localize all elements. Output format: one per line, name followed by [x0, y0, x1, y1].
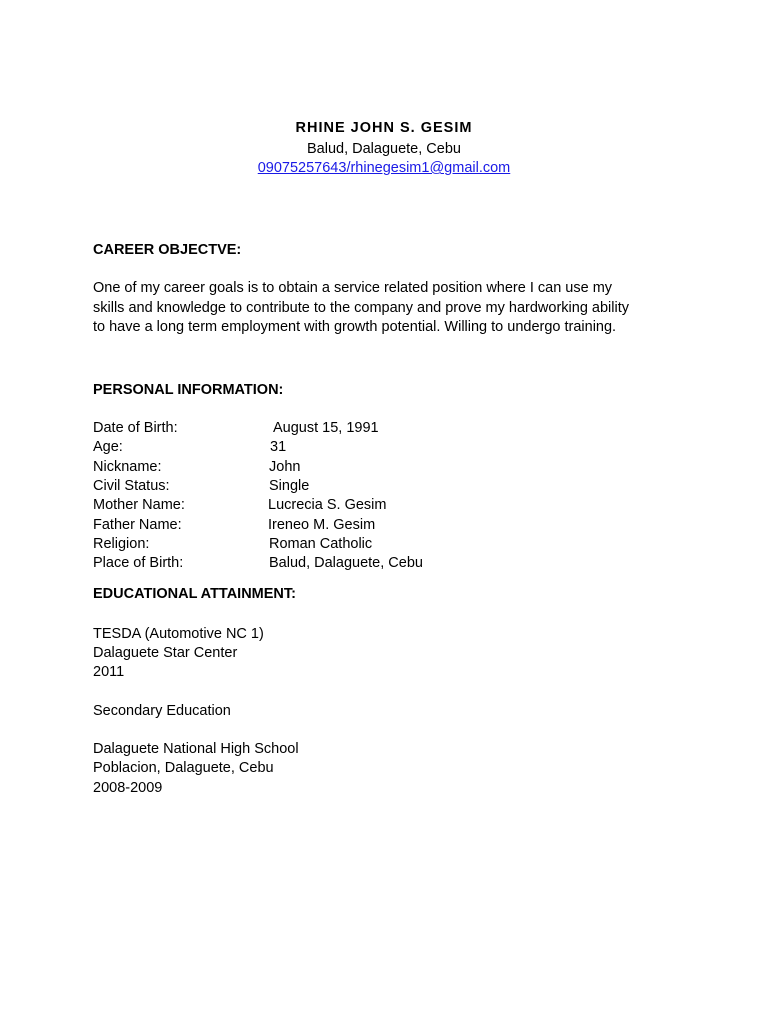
info-label: Age: [93, 439, 123, 455]
education-line: 2008-2009 [93, 780, 163, 796]
info-row-religion [93, 535, 513, 554]
info-row-age [93, 438, 513, 457]
info-label: Date of Birth: [93, 420, 178, 436]
info-row-date-of-birth [93, 419, 513, 438]
education-line: Poblacion, Dalaguete, Cebu [93, 760, 274, 776]
education-line: Dalaguete National High School [93, 741, 299, 757]
educational-attainment-heading: EDUCATIONAL ATTAINMENT: [93, 586, 296, 602]
career-objective-text [93, 279, 683, 338]
applicant-address: Balud, Dalaguete, Cebu [307, 141, 461, 157]
info-row-mother-name [93, 496, 513, 515]
personal-information-heading: PERSONAL INFORMATION: [93, 382, 284, 398]
education-line: Dalaguete Star Center [93, 645, 238, 661]
education-line: 2011 [93, 664, 125, 680]
info-value: Single [269, 478, 310, 494]
career-objective-heading: CAREER OBJECTVE: [93, 242, 242, 258]
info-label: Mother Name: [93, 497, 185, 513]
info-row-father-name [93, 516, 513, 535]
contact-line [0, 159, 768, 178]
info-value: 31 [270, 439, 287, 455]
career-objective-line: One of my career goals is to obtain a service related position where I can use my [93, 280, 613, 296]
info-value: August 15, 1991 [273, 420, 379, 436]
education-line: Secondary Education [93, 703, 231, 719]
info-value: John [269, 459, 301, 475]
info-row-civil-status [93, 477, 513, 496]
info-label: Civil Status: [93, 478, 170, 494]
career-objective-line: skills and knowledge to contribute to the company and prove my hardworking ability [93, 299, 629, 316]
info-value: Lucrecia S. Gesim [268, 497, 387, 513]
applicant-name: RHINE JOHN S. GESIM [295, 120, 473, 136]
info-value: Balud, Dalaguete, Cebu [269, 555, 423, 571]
info-row-nickname [93, 458, 513, 477]
info-label: Religion: [93, 536, 150, 552]
info-value: Roman Catholic [269, 536, 373, 552]
info-row-place-of-birth [93, 554, 513, 573]
contact-link[interactable]: 09075257643/rhinegesim1@gmail.com [257, 160, 511, 176]
info-label: Place of Birth: [93, 555, 184, 571]
career-objective-line: to have a long term employment with growth potential. Willing to undergo training. [93, 319, 617, 335]
info-label: Nickname: [93, 459, 162, 475]
info-label: Father Name: [93, 517, 182, 533]
education-line: TESDA (Automotive NC 1) [93, 626, 264, 642]
info-value: Ireneo M. Gesim [268, 517, 376, 533]
